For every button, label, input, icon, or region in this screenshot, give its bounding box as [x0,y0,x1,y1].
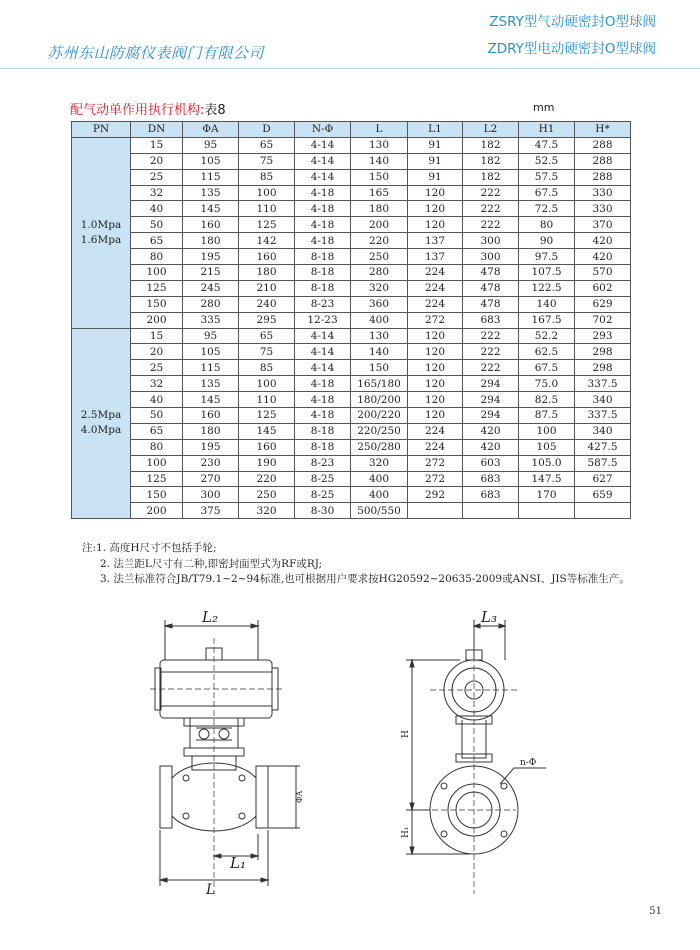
dim-label-h1: H₁ [401,826,411,838]
table-cell: 120 [408,392,463,408]
table-cell: 67.5 [519,360,575,376]
table-cell: 420 [575,233,631,249]
table-row [72,455,631,471]
table-row [72,360,631,376]
table-cell: 8-18 [295,423,351,439]
table-cell: 65 [131,233,183,249]
table-cell: 140 [351,153,408,169]
table-cell: 570 [575,265,631,281]
pn-cell [72,328,131,519]
dim-label-l1: L₁ [230,854,246,872]
table-cell: 95 [183,137,239,153]
page-header [0,0,700,78]
table-cell: 224 [408,439,463,455]
table-cell: 500/550 [351,503,408,519]
company-name: 苏州东山防腐仪表阀门有限公司 [47,44,265,62]
dim-label-phi-a: ΦA [295,790,304,803]
table-cell: 62.5 [519,344,575,360]
table-cell: 250 [351,249,408,265]
table-cell [519,503,575,519]
table-row [72,233,631,249]
table-cell: 4-18 [295,217,351,233]
table-cell: 32 [131,376,183,392]
table-cell: 230 [183,455,239,471]
table-header-row [72,122,631,138]
pn-cell [72,137,131,328]
table-cell: 125 [131,280,183,296]
table-cell: 142 [239,233,295,249]
table-cell: 150 [131,487,183,503]
col-header: L [351,122,408,138]
table-cell: 222 [463,185,519,201]
table-cell: 135 [183,376,239,392]
table-cell: 4-14 [295,169,351,185]
table-cell: 91 [408,153,463,169]
table-body [72,137,631,518]
table-cell: 180 [351,201,408,217]
table-row [72,296,631,312]
table-row [72,328,631,344]
col-header: H1 [519,122,575,138]
table-cell: 195 [183,439,239,455]
col-header: L1 [408,122,463,138]
header-divider [0,68,700,69]
table-cell: 280 [351,265,408,281]
table-cell: 4-18 [295,185,351,201]
dim-label-l: L [206,882,216,898]
table-cell: 320 [351,455,408,471]
table-cell: 25 [131,169,183,185]
product-title-electric: ZDRY型电动硬密封O型球阀 [487,41,656,57]
table-cell: 75 [239,153,295,169]
table-cell: 25 [131,360,183,376]
table-cell: 52.5 [519,153,575,169]
table-cell: 295 [239,312,295,328]
table-cell: 224 [408,423,463,439]
col-header: DN [131,122,183,138]
table-cell: 97.5 [519,249,575,265]
table-cell: 120 [408,185,463,201]
table-cell: 80 [519,217,575,233]
table-cell: 420 [463,439,519,455]
table-cell: 8-18 [295,265,351,281]
col-header: L2 [463,122,519,138]
table-cell: 4-14 [295,328,351,344]
table-cell: 182 [463,137,519,153]
pn-value: 4.0Mpa [80,424,122,437]
pn-value: 1.0Mpa [80,218,122,231]
valve-technical-drawing [0,598,700,898]
table-cell: 82.5 [519,392,575,408]
col-header: H* [575,122,631,138]
table-cell: 105 [183,153,239,169]
table-cell: 4-14 [295,153,351,169]
table-cell: 294 [463,376,519,392]
table-cell: 627 [575,471,631,487]
table-cell: 400 [351,487,408,503]
table-cell: 75.0 [519,376,575,392]
table-caption [70,99,226,118]
table-cell: 120 [408,344,463,360]
dim-label-n-phi: n-Φ [520,758,537,768]
table-row [72,201,631,217]
table-cell: 4-18 [295,233,351,249]
table-cell: 360 [351,296,408,312]
table-cell: 4-14 [295,137,351,153]
table-cell: 4-18 [295,408,351,424]
table-cell: 222 [463,201,519,217]
table-cell: 702 [575,312,631,328]
table-cell: 4-18 [295,201,351,217]
table-cell: 683 [463,487,519,503]
table-cell: 165 [351,185,408,201]
table-cell: 4-14 [295,360,351,376]
table-cell: 683 [463,471,519,487]
table-cell: 224 [408,280,463,296]
table-cell: 272 [408,312,463,328]
table-cell: 125 [131,471,183,487]
table-cell: 298 [575,360,631,376]
table-cell: 224 [408,265,463,281]
table-cell: 137 [408,249,463,265]
table-cell: 250 [239,487,295,503]
table-cell: 150 [351,169,408,185]
table-cell: 272 [408,471,463,487]
table-cell: 160 [183,408,239,424]
table-cell: 105 [183,344,239,360]
table-cell: 65 [131,423,183,439]
table-cell: 587.5 [575,455,631,471]
table-caption-title: 配气动单作用执行机构: [70,103,205,118]
table-cell: 145 [183,201,239,217]
table-cell: 120 [408,217,463,233]
table-cell: 80 [131,439,183,455]
front-view-drawing [150,620,300,894]
table-cell: 220 [239,471,295,487]
table-cell: 195 [183,249,239,265]
table-cell [575,503,631,519]
table-cell: 240 [239,296,295,312]
table-row [72,312,631,328]
table-cell: 220 [351,233,408,249]
table-cell: 120 [408,360,463,376]
table-cell: 107.5 [519,265,575,281]
col-header: D [239,122,295,138]
table-cell: 57.5 [519,169,575,185]
table-cell: 12-23 [295,312,351,328]
table-cell: 222 [463,328,519,344]
table-cell: 85 [239,169,295,185]
table-cell: 100 [131,265,183,281]
table-cell: 222 [463,360,519,376]
table-cell: 40 [131,201,183,217]
table-cell: 182 [463,153,519,169]
table-row [72,185,631,201]
table-row [72,503,631,519]
table-cell: 370 [575,217,631,233]
table-cell: 170 [519,487,575,503]
table-cell: 8-25 [295,471,351,487]
col-header: PN [72,122,131,138]
table-cell: 105.0 [519,455,575,471]
table-cell: 145 [183,392,239,408]
table-cell: 15 [131,328,183,344]
table-cell: 8-18 [295,280,351,296]
table-cell [408,503,463,519]
table-row [72,249,631,265]
table-cell: 120 [408,328,463,344]
table-cell: 65 [239,328,295,344]
table-cell: 150 [351,360,408,376]
table-cell: 190 [239,455,295,471]
note-1: 注:1. 高度H尺寸不包括手轮; [82,542,217,554]
table-cell: 602 [575,280,631,296]
table-row [72,169,631,185]
table-cell: 337.5 [575,408,631,424]
table-cell: 182 [463,169,519,185]
table-cell: 292 [408,487,463,503]
table-cell: 300 [463,233,519,249]
table-cell: 180 [183,423,239,439]
table-cell: 330 [575,185,631,201]
table-cell: 147.5 [519,471,575,487]
table-cell: 427.5 [575,439,631,455]
table-row [72,137,631,153]
side-view-drawing [406,620,546,894]
dim-label-l3: L₃ [481,608,497,626]
table-cell: 75 [239,344,295,360]
table-cell: 125 [239,217,295,233]
table-cell: 52.2 [519,328,575,344]
table-cell: 222 [463,217,519,233]
table-cell: 4-14 [295,344,351,360]
table-cell: 87.5 [519,408,575,424]
table-cell: 4-18 [295,376,351,392]
table-cell: 115 [183,360,239,376]
table-cell: 160 [239,439,295,455]
table-cell: 478 [463,265,519,281]
table-cell [463,503,519,519]
table-cell: 100 [239,185,295,201]
table-cell: 220/250 [351,423,408,439]
table-cell: 145 [239,423,295,439]
dimension-table [71,121,631,519]
table-cell: 272 [408,455,463,471]
table-cell: 80 [131,249,183,265]
table-row [72,487,631,503]
table-cell: 110 [239,392,295,408]
table-cell: 20 [131,344,183,360]
table-cell: 280 [183,296,239,312]
dim-label-l2: L₂ [202,608,218,626]
table-cell: 222 [463,344,519,360]
table-cell: 420 [463,423,519,439]
table-cell: 67.5 [519,185,575,201]
table-cell: 200 [131,503,183,519]
table-row [72,344,631,360]
table-cell: 8-30 [295,503,351,519]
table-cell: 250/280 [351,439,408,455]
table-cell: 330 [575,201,631,217]
table-cell: 91 [408,169,463,185]
dim-label-h: H [401,730,411,738]
table-cell: 20 [131,153,183,169]
table-row [72,471,631,487]
table-cell: 32 [131,185,183,201]
table-row [72,439,631,455]
pn-value: 1.6Mpa [80,233,122,246]
table-cell: 130 [351,137,408,153]
table-cell: 47.5 [519,137,575,153]
table-cell: 215 [183,265,239,281]
product-title-pneumatic: ZSRY型气动硬密封O型球阀 [489,14,656,30]
table-cell: 340 [575,392,631,408]
table-cell: 137 [408,233,463,249]
table-cell: 95 [183,328,239,344]
note-2: 2. 法兰距L尺寸有二种,即密封面型式为RF或RJ; [100,557,323,570]
table-cell: 8-25 [295,487,351,503]
table-row [72,280,631,296]
table-cell: 65 [239,137,295,153]
table-cell: 50 [131,217,183,233]
table-cell: 40 [131,392,183,408]
table-cell: 603 [463,455,519,471]
table-cell: 288 [575,153,631,169]
table-cell: 50 [131,408,183,424]
table-unit: mm [533,101,555,114]
col-header: N-Φ [295,122,351,138]
table-cell: 160 [183,217,239,233]
table-cell: 294 [463,392,519,408]
table-cell: 90 [519,233,575,249]
table-cell: 140 [351,344,408,360]
table-cell: 224 [408,296,463,312]
table-cell: 270 [183,471,239,487]
notes [72,541,632,588]
table-row [72,376,631,392]
table-cell: 8-18 [295,249,351,265]
table-cell: 85 [239,360,295,376]
table-cell: 110 [239,201,295,217]
table-cell: 122.5 [519,280,575,296]
table-cell: 160 [239,249,295,265]
table-cell: 130 [351,328,408,344]
table-cell: 300 [463,249,519,265]
table-row [72,423,631,439]
table-cell: 293 [575,328,631,344]
table-cell: 245 [183,280,239,296]
table-cell: 320 [239,503,295,519]
table-cell: 478 [463,280,519,296]
table-cell: 120 [408,408,463,424]
table-cell: 400 [351,312,408,328]
table-cell: 335 [183,312,239,328]
col-header: ΦA [183,122,239,138]
table-cell: 135 [183,185,239,201]
table-cell: 200/220 [351,408,408,424]
table-cell: 683 [463,312,519,328]
table-cell: 180/200 [351,392,408,408]
table-cell: 400 [351,471,408,487]
table-cell: 200 [351,217,408,233]
table-cell: 15 [131,137,183,153]
table-cell: 100 [239,376,295,392]
table-cell: 72.5 [519,201,575,217]
pn-value: 2.5Mpa [80,409,122,422]
table-cell: 150 [131,296,183,312]
table-row [72,408,631,424]
table-cell: 629 [575,296,631,312]
table-cell: 91 [408,137,463,153]
table-cell: 180 [183,233,239,249]
table-row [72,217,631,233]
table-cell: 294 [463,408,519,424]
table-cell: 478 [463,296,519,312]
table-cell: 100 [131,455,183,471]
table-cell: 140 [519,296,575,312]
page-number: 51 [649,906,662,917]
table-cell: 8-23 [295,455,351,471]
table-cell: 288 [575,169,631,185]
table-row [72,392,631,408]
table-cell: 120 [408,376,463,392]
table-cell: 125 [239,408,295,424]
table-cell: 200 [131,312,183,328]
table-row [72,265,631,281]
table-cell: 8-23 [295,296,351,312]
table-cell: 298 [575,344,631,360]
table-cell: 210 [239,280,295,296]
table-cell: 8-18 [295,439,351,455]
table-cell: 100 [519,423,575,439]
table-cell: 115 [183,169,239,185]
table-cell: 420 [575,249,631,265]
table-cell: 337.5 [575,376,631,392]
table-cell: 320 [351,280,408,296]
table-cell: 167.5 [519,312,575,328]
table-cell: 165/180 [351,376,408,392]
table-cell: 300 [183,487,239,503]
table-cell: 288 [575,137,631,153]
table-cell: 659 [575,487,631,503]
table-cell: 120 [408,201,463,217]
table-cell: 105 [519,439,575,455]
table-cell: 340 [575,423,631,439]
table-number: 表8 [204,103,226,118]
table-cell: 375 [183,503,239,519]
table-cell: 4-18 [295,392,351,408]
table-row [72,153,631,169]
table-cell: 180 [239,265,295,281]
note-3: 3. 法兰标准符合JB/T79.1~2~94标准,也可根据用户要求按HG20592~20635-2009或ANSI、JIS等标准生产。 [100,573,630,585]
